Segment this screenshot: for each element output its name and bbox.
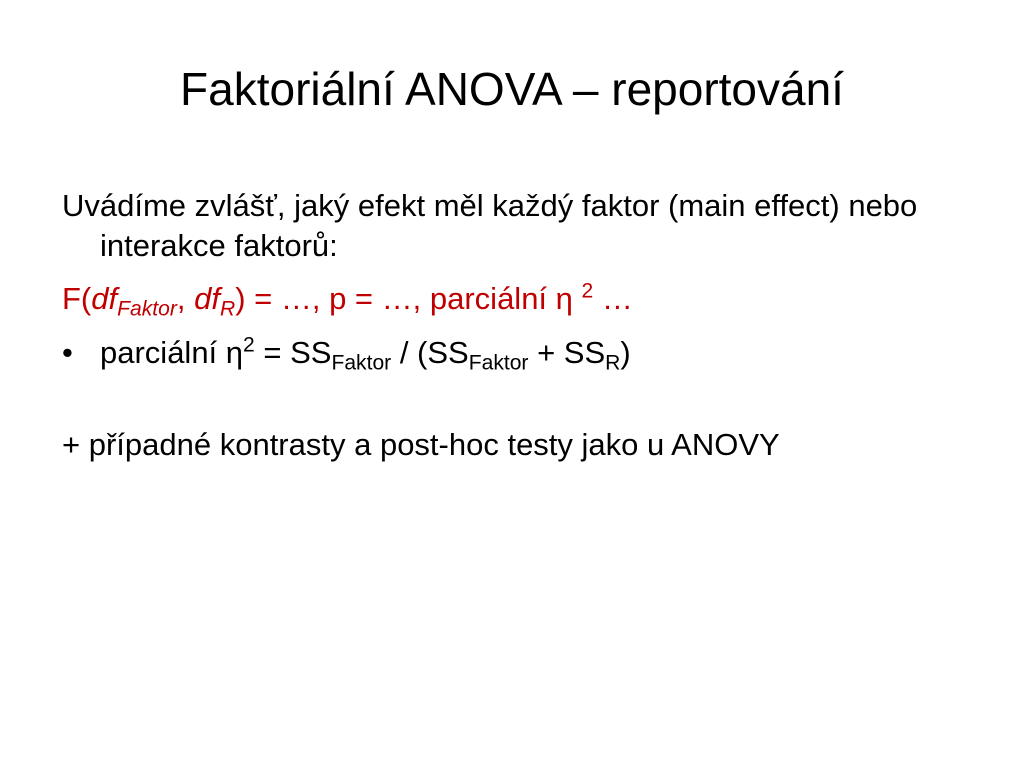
formula-ellipsis: … (593, 281, 633, 317)
bullet-mid: / (SS (391, 335, 469, 371)
bullet-plus: + SS (528, 335, 606, 371)
formula-comma: , (176, 281, 195, 317)
intro-paragraph: Uvádíme zvlášť, jaký efekt měl každý faktor (main effect) nebo interakce faktorů: (62, 188, 918, 263)
formula-superscript: 2 (581, 279, 594, 303)
bullet-lead: parciální η (100, 335, 244, 371)
footer-paragraph: + případné kontrasty a post-hoc testy jako u ANOVY (62, 426, 780, 462)
formula-df-r: $df_R$ (194, 281, 236, 321)
bullet-r-subscript: R (605, 351, 621, 375)
report-formula (62, 279, 982, 319)
bullet-eq: = SS (254, 335, 332, 371)
bullet-faktor-subscript-1: Faktor (331, 351, 392, 375)
slide-body (62, 186, 982, 464)
formula-df-faktor: $df_{Faktor}$ (91, 281, 177, 321)
formula-open: F( (62, 281, 92, 317)
bullet-eta-superscript: 2 (243, 333, 255, 357)
formula-rest: ) = …, p = …, parciální η (235, 281, 582, 317)
formula-faktor-subscript: Faktor (117, 297, 177, 321)
spacer (62, 373, 982, 425)
bullet-item-partial-eta (62, 333, 982, 373)
formula-r-subscript: R (219, 297, 236, 321)
bullet-icon: • (62, 335, 73, 371)
bullet-close: ) (620, 335, 631, 371)
bullet-faktor-subscript-2: Faktor (468, 351, 529, 375)
slide-title: Faktoriální ANOVA – reportování (180, 63, 844, 115)
